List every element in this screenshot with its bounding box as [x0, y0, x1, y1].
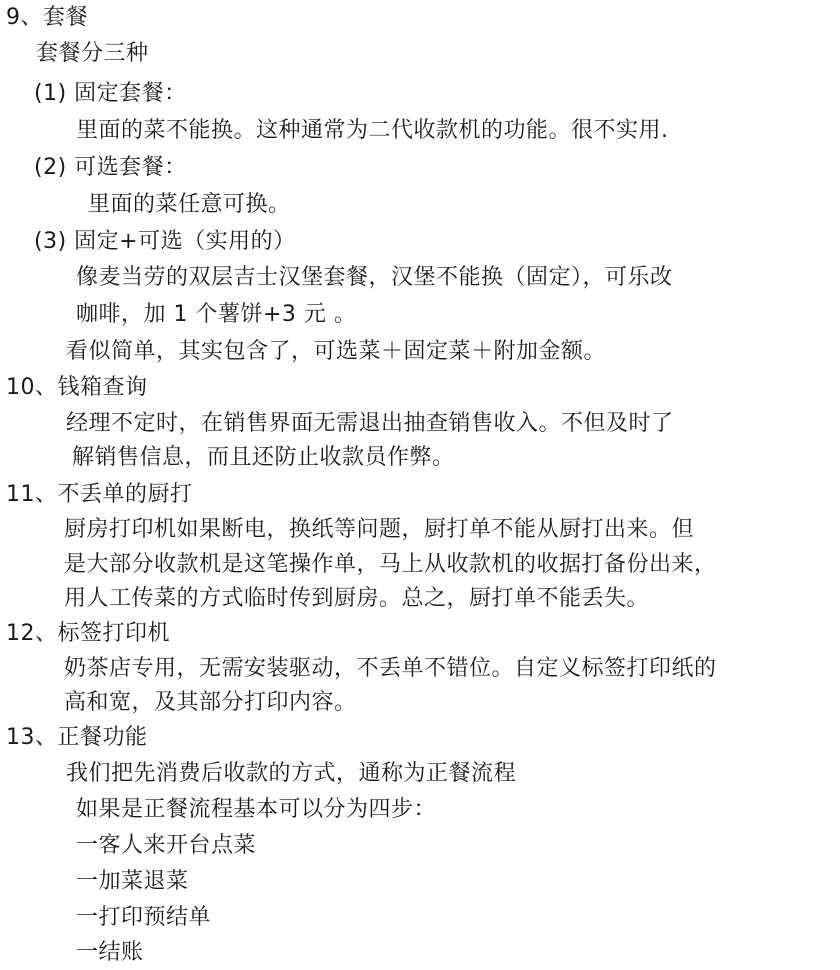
section-10-heading: 10、钱箱查询	[6, 375, 148, 400]
section-13-line: 如果是正餐流程基本可以分为四步：	[76, 797, 437, 822]
section-9-line: 套餐分三种	[36, 41, 149, 66]
section-9-line: (1) 固定套餐：	[34, 81, 187, 106]
section-11-heading: 11、不丢单的厨打	[6, 482, 193, 507]
section-13-step: 一客人来开台点菜	[76, 833, 257, 858]
section-13-line: 我们把先消费后收款的方式，通称为正餐流程	[66, 761, 517, 786]
section-9-line: 里面的菜任意可换。	[88, 192, 291, 217]
section-9-line: 里面的菜不能换。这种通常为二代收款机的功能。很不实用.	[76, 118, 669, 143]
section-11-line: 厨房打印机如果断电，换纸等问题，厨打单不能从厨打出来。但	[64, 517, 695, 542]
section-12-line: 奶茶店专用，无需安装驱动，不丢单不错位。自定义标签打印纸的	[64, 656, 717, 681]
section-13-step: 一加菜退菜	[76, 869, 189, 894]
section-10-line: 解销售信息，而且还防止收款员作弊。	[72, 445, 455, 470]
section-9-line: (2) 可选套餐：	[34, 155, 187, 180]
section-13-step: 一打印预结单	[76, 905, 212, 930]
section-13-heading: 13、正餐功能	[6, 725, 148, 750]
section-11-line: 用人工传菜的方式临时传到厨房。总之，厨打单不能丢失。	[64, 586, 650, 611]
section-9-line: 看似简单，其实包含了，可选菜＋固定菜＋附加金额。	[66, 339, 607, 364]
section-13-step: 一结账	[76, 940, 144, 965]
section-9-heading: 9、套餐	[6, 5, 88, 30]
section-12-line: 高和宽，及其部分打印内容。	[64, 690, 357, 715]
section-9-line: (3) 固定+可选（实用的）	[34, 229, 296, 254]
section-9-line: 咖啡，加 1 个薯饼+3 元 。	[76, 302, 357, 327]
section-10-line: 经理不定时，在销售界面无需退出抽查销售收入。不但及时了	[66, 411, 674, 436]
section-9-line: 像麦当劳的双层吉士汉堡套餐，汉堡不能换（固定），可乐改	[76, 265, 673, 290]
section-12-heading: 12、标签打印机	[6, 621, 170, 646]
section-11-line: 是大部分收款机是这笔操作单，马上从收款机的收据打备份出来，	[64, 552, 717, 577]
